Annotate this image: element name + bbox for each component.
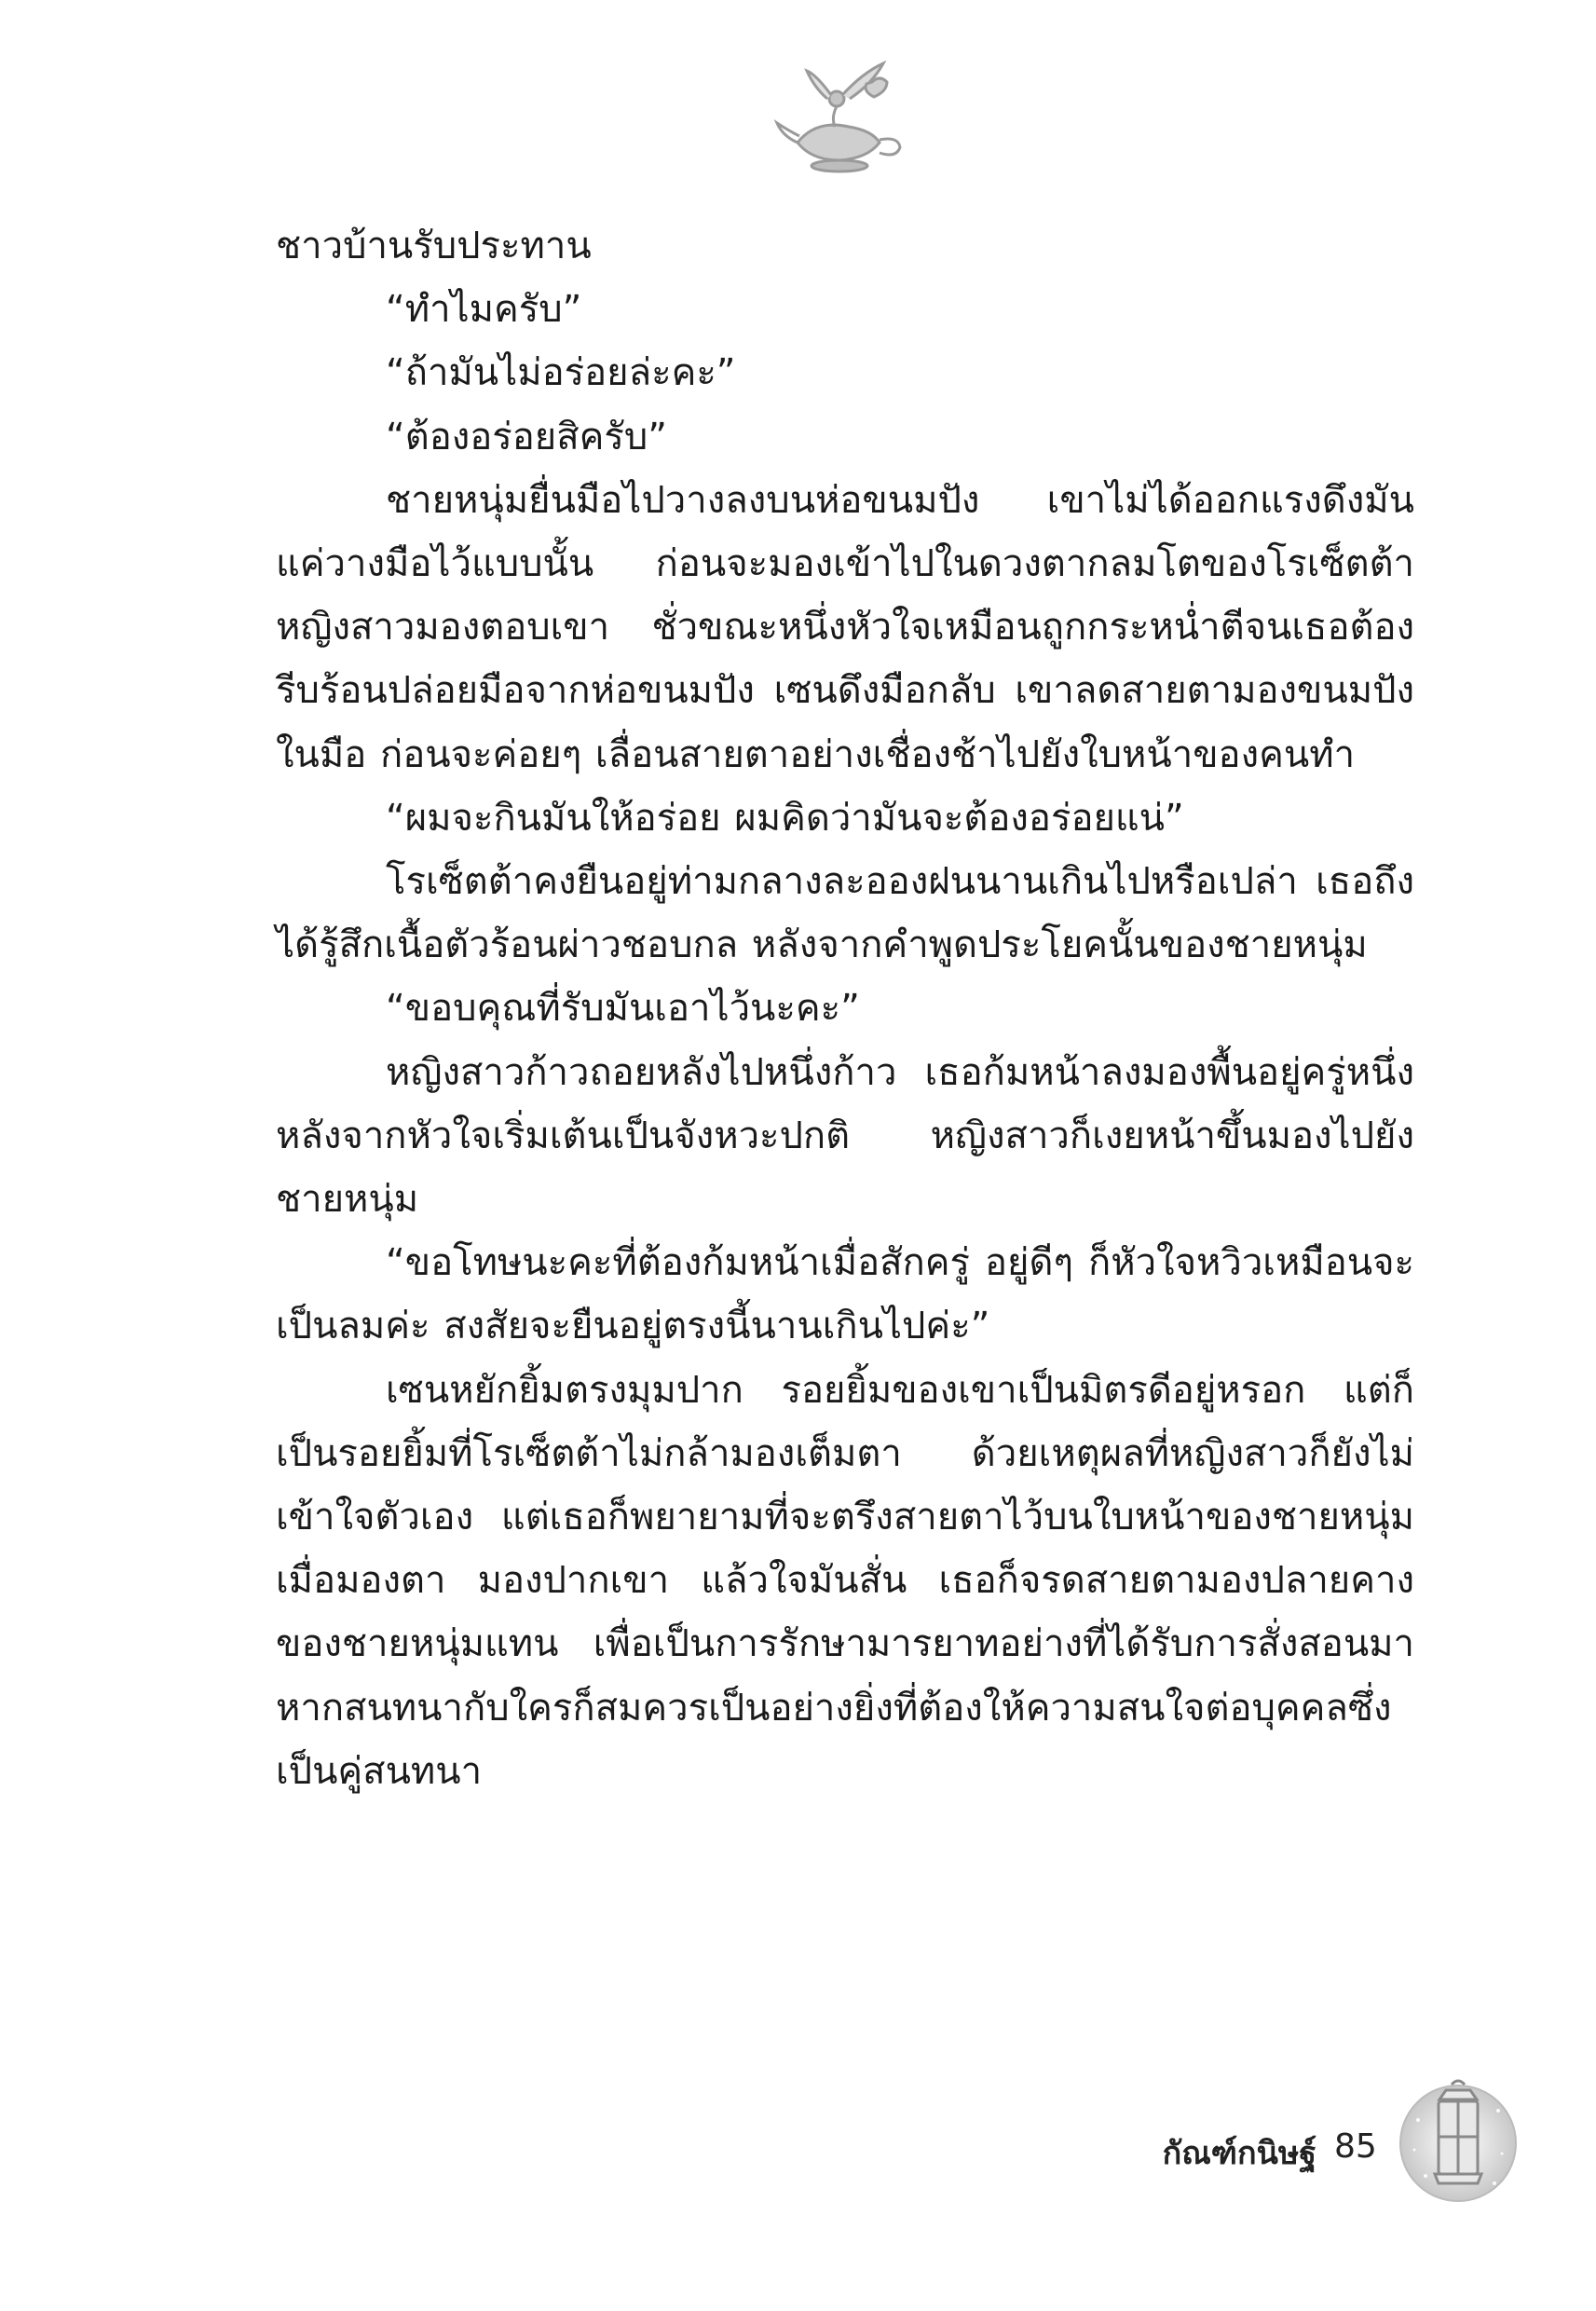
paragraph: ชายหนุ่มยื่นมือไปวางลงบนห่อขนมปัง เขาไม่ได้ออกแรงดึงมัน แค่วางมือไว้แบบนั้น ก่อนจะมองเข้าไปในดวงตากลมโตของโรเซ็ตต้า หญิงสาวมองตอบเขา ชั่วขณะหนึ่งหัวใจเหมือนถูกกระหน่ำตีจนเธอต้องรีบร้อนปล่อยมือจากห่อขนมปัง เซนดึงมือกลับ เขาลดสายตามองขนมปังในมือ ก่อนจะค่อยๆ เลื่อนสายตาอย่างเชื่องช้าไปยังใบหน้าของคนทำ [276,478,1414,776]
body-text [276,214,1414,1803]
page-number: 85 [1334,2127,1377,2166]
paragraph: หญิงสาวก้าวถอยหลังไปหนึ่งก้าว เธอก้มหน้าลงมองพื้นอยู่ครู่หนึ่ง หลังจากหัวใจเริ่มเต้นเป็นจังหวะปกติ หญิงสาวก็เงยหน้าขึ้นมองไปยังชายหนุ่ม [276,1050,1414,1222]
paragraph: “ถ้ามันไม่อร่อยล่ะคะ” [386,351,736,395]
book-title: กัณฑ์กนิษฐ์ [1162,2135,1316,2172]
paragraph: “ขอโทษนะคะที่ต้องก้มหน้าเมื่อสักครู่ อยู่ดีๆ ก็หัวใจหวิวเหมือนจะเป็นลมค่ะ สงสัยจะยืนอยู่ตรงนี้นานเกินไปค่ะ” [276,1241,1414,1348]
paragraph: ชาวบ้านรับประทาน [276,225,592,267]
paragraph: โรเซ็ตต้าคงยืนอยู่ท่ามกลางละอองฝนนานเกินไปหรือเปล่า เธอถึงได้รู้สึกเนื้อตัวร้อนผ่าวชอบกล หลังจากคำพูดประโยคนั้นของชายหนุ่ม [276,860,1414,967]
fairy-teapot-icon [770,54,909,175]
paragraph: “ขอบคุณที่รับมันเอาไว้นะคะ” [386,987,860,1031]
paragraph: “ต้องอร่อยสิครับ” [386,415,667,458]
lantern-icon [1398,2073,1519,2213]
paragraph: “ผมจะกินมันให้อร่อย ผมคิดว่ามันจะต้องอร่อยแน่” [386,796,1184,840]
paragraph: “ทำไมครับ” [386,288,582,332]
paragraph: เซนหยักยิ้มตรงมุมปาก รอยยิ้มของเขาเป็นมิตรดีอยู่หรอก แต่ก็เป็นรอยยิ้มที่โรเซ็ตต้าไม่กล้ามองเต็มตา ด้วยเหตุผลที่หญิงสาวก็ยังไม่เข้าใจตัวเอง แต่เธอก็พยายามที่จะตรึงสายตาไว้บนใบหน้าของชายหนุ่ม เมื่อมองตา มองปากเขา แล้วใจมันสั่น เธอก็จรดสายตามองปลายคางของชายหนุ่มแทน เพื่อเป็นการรักษามารยาทอย่างที่ได้รับการสั่งสอนมา หากสนทนากับใครก็สมควรเป็นอย่างยิ่งที่ต้องให้ความสนใจต่อบุคคลซึ่งเป็นคู่สนทนา [276,1368,1414,1793]
